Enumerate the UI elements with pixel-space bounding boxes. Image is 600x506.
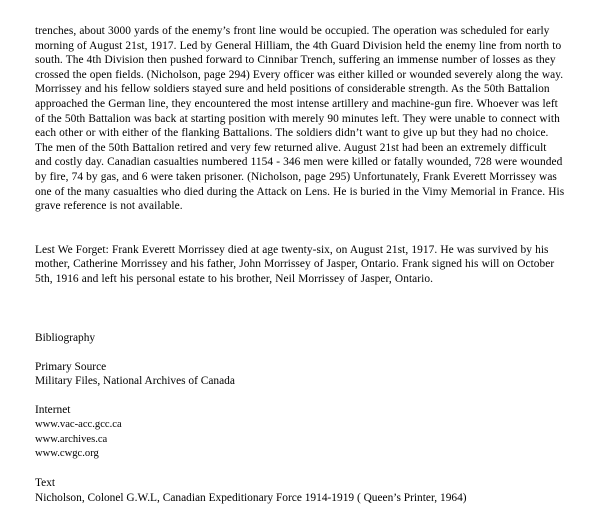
document-content (35, 24, 566, 506)
bibliography-subheading-internet: Internet (35, 404, 71, 417)
bibliography-entry-url-archives: www.archives.ca (35, 433, 108, 445)
body-paragraph-1: trenches, about 3000 yards of the enemy’s front line would be occupied. The operation was scheduled for early morning of August 21st, 1917. Led by General Hilliam, the 4th Guard Division held the enemy line from north to south. The 4th Division then pushed forward to Cinnibar Trench, suffering an immense number of losses as they crossed the open fields. (Nicholson, page 294) Every officer was either killed or wounded severely along the way. Morrissey and his fellow soldiers stayed sure and held positions of considerable strength. As the 50th Battalion approached the German line, they encountered the most intense artillery and machine-gun fire. Whoever was left of the 50th Battalion was back at starting position with merely 90 minutes left. They were unable to connect with each other or with either of the flanking Battalions. The soldiers didn’t want to give up but they had no choice. The men of the 50th Battalion retired and very few returned alive. August 21st had been an extremely difficult and costly day. Canadian casualties numbered 1154 - 346 men were killed or fatally wounded, 728 were wounded by fire, 74 by gas, and 6 were taken prisoner. (Nicholson, page 295) Unfortunately, Frank Everett Morrissey was one of the many casualties who died during the Attack on Lens. He is buried in the Vimy Memorial in France. His grave reference is not available. (35, 25, 565, 213)
bibliography-entry-military-files: Military Files, National Archives of Canada (35, 375, 235, 388)
bibliography-subheading-text: Text (35, 477, 56, 490)
bibliography-gap-3 (35, 462, 566, 477)
bibliography-spacer (35, 287, 566, 331)
bibliography-gap-2 (35, 389, 566, 404)
bibliography-entry-nicholson: Nicholson, Colonel G.W.L, Canadian Expeditionary Force 1914-1919 ( Queen’s Printer, 1964) (35, 492, 467, 505)
bibliography-gap-1 (35, 345, 566, 360)
bibliography-entry-url-vac: www.vac-acc.gcc.ca (35, 419, 122, 431)
body-paragraph-2: Lest We Forget: Frank Everett Morrissey died at age twenty-six, on August 21st, 1917. He was survived by his mother, Catherine Morrissey and his father, John Morrissey of Jasper, Ontario. Frank signed his will on October 5th, 1916 and left his personal estate to his brother, Neil Morrissey of Jasper, Ontario. (35, 243, 555, 285)
bibliography-heading: Bibliography (35, 331, 96, 344)
bibliography-section (35, 331, 566, 506)
paragraph-spacer-1 (35, 214, 566, 243)
bibliography-subheading-primary-source: Primary Source (35, 360, 107, 373)
bibliography-entry-url-cwgc: www.cwgc.org (35, 448, 99, 460)
